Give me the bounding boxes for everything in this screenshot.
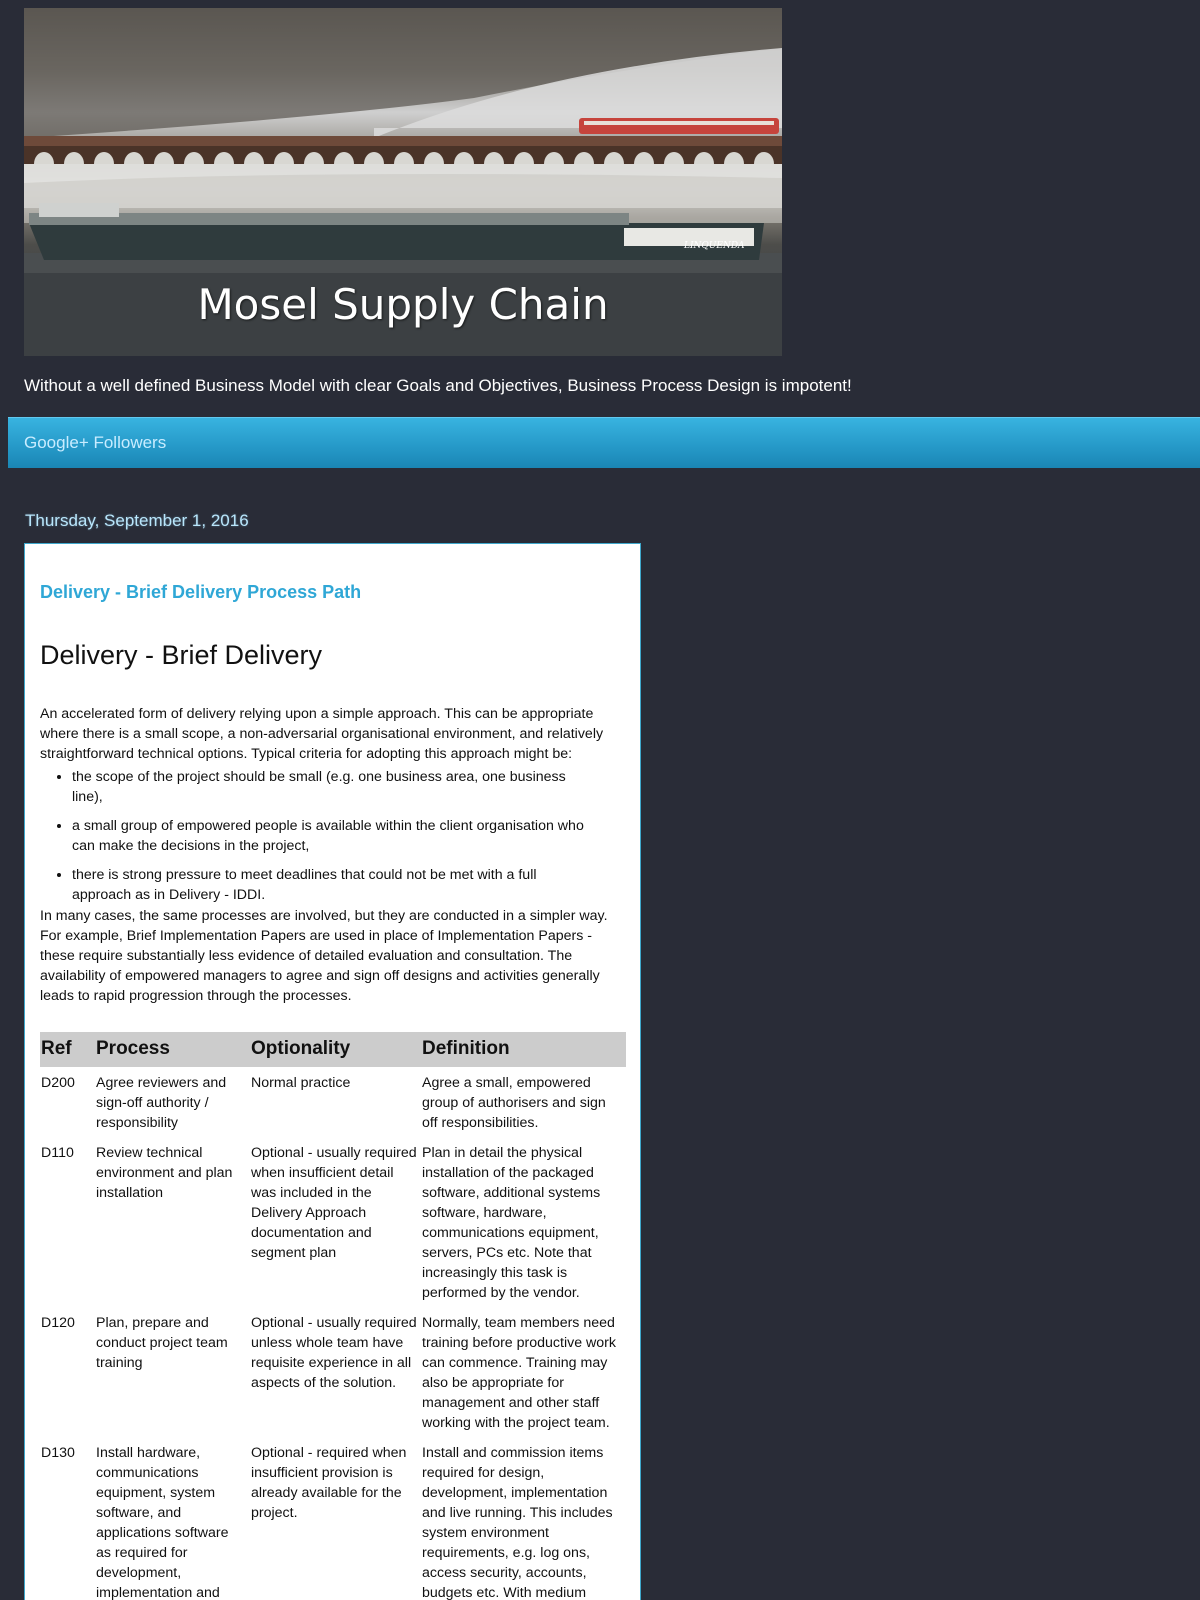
cell-ref: D120 bbox=[41, 1315, 75, 1331]
list-item: • there is strong pressure to meet deadlines that could not be met with a full approach as in Delivery - IDDI. bbox=[72, 865, 592, 905]
blog-title[interactable]: Mosel Supply Chain bbox=[197, 280, 609, 329]
cell-definition: Plan in detail the physical installation of the packaged software, additional systems software, hardware, communications equipment, servers, PCs etc. Note that increasingly this task is performed by the vendor. bbox=[422, 1145, 601, 1301]
post-paragraph: In many cases, the same processes are involved, but they are conducted in a simpler way. For example, Brief Implementation Papers are used in place of Implementation Papers - these require substantially less evidence of detailed evaluation and consultation. The availability of empowered managers to agree and sign off designs and activities generally leads to rapid progression through the processes. bbox=[40, 908, 608, 1004]
post-heading: Delivery - Brief Delivery bbox=[40, 640, 323, 670]
post-title-link[interactable]: Delivery - Brief Delivery Process Path bbox=[40, 582, 362, 602]
criteria-list bbox=[40, 767, 592, 905]
cell-definition: Normally, team members need training before productive work can commence. Training may also be appropriate for management and other staff working with the project team. bbox=[422, 1315, 616, 1431]
table-header-row bbox=[40, 1032, 626, 1067]
cell-definition: Install and commission items required for design, development, implementation and live running. This includes system environment requirements, e.g. log ons, access security, accounts, budgets etc. With medium bbox=[422, 1445, 613, 1600]
post-container bbox=[24, 543, 641, 1600]
boat-name: LINQUENDA bbox=[684, 241, 745, 251]
cell-ref: D130 bbox=[41, 1445, 75, 1461]
cell-ref: D200 bbox=[41, 1075, 75, 1091]
column-header-optionality: Optionality bbox=[250, 1032, 421, 1067]
list-item: • the scope of the project should be small (e.g. one business area, one business line), bbox=[72, 767, 592, 807]
blog-description: Without a well defined Business Model with clear Goals and Objectives, Business Process Design is impotent! bbox=[24, 376, 852, 395]
cell-ref: D110 bbox=[41, 1145, 74, 1161]
cell-optionality: Normal practice bbox=[251, 1075, 351, 1091]
post-date: Thursday, September 1, 2016 bbox=[25, 511, 249, 530]
table-row bbox=[40, 1307, 626, 1437]
table-row bbox=[40, 1137, 626, 1307]
column-header-definition: Definition bbox=[421, 1032, 626, 1067]
cell-optionality: Optional - usually required unless whole team have requisite experience in all aspects of the solution. bbox=[251, 1315, 417, 1391]
cell-process: Review technical environment and plan installation bbox=[96, 1145, 233, 1201]
cell-process: Plan, prepare and conduct project team training bbox=[96, 1315, 228, 1371]
header-image[interactable] bbox=[24, 8, 782, 356]
nav-bar bbox=[8, 417, 1200, 468]
cell-process: Install hardware, communications equipment, system software, and applications software as required for development, implementation and bbox=[96, 1445, 229, 1600]
process-table bbox=[40, 1032, 626, 1600]
table-row bbox=[40, 1067, 626, 1137]
cell-optionality: Optional - required when insufficient provision is already available for the project. bbox=[251, 1445, 407, 1521]
column-header-ref: Ref bbox=[40, 1032, 95, 1067]
table-row bbox=[40, 1437, 626, 1600]
cell-process: Agree reviewers and sign-off authority / responsibility bbox=[96, 1075, 227, 1131]
cell-optionality: Optional - usually required when insufficient detail was included in the Delivery Approach documentation and segment plan bbox=[251, 1145, 417, 1261]
post-body bbox=[40, 704, 624, 1006]
list-item: • a small group of empowered people is available within the client organisation who can make the decisions in the project, bbox=[72, 816, 592, 856]
post-intro: An accelerated form of delivery relying upon a simple approach. This can be appropriate where there is a small scope, a non-adversarial organisational environment, and relatively straightforward technical options. Typical criteria for adopting this approach might be: bbox=[40, 706, 604, 762]
google-followers-link[interactable]: Google+ Followers bbox=[24, 433, 167, 452]
column-header-process: Process bbox=[95, 1032, 250, 1067]
cell-definition: Agree a small, empowered group of authorisers and sign off responsibilities. bbox=[422, 1075, 606, 1131]
